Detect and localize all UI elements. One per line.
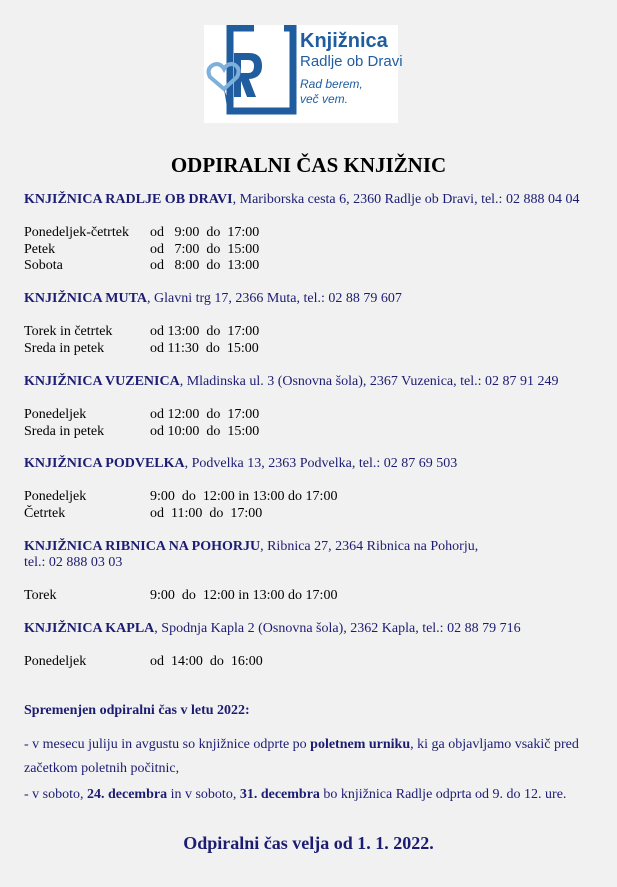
hours-row (24, 588, 337, 605)
hours-time: od 8:00 do 13:00 (150, 258, 260, 273)
hours-time: od 9:00 do 17:00 (150, 225, 260, 240)
hours-day: Torek in četrtek (24, 324, 113, 339)
hours-day: Ponedeljek-četrtek (24, 225, 129, 240)
hours-day: Ponedeljek (24, 654, 87, 669)
hours-time: od 11:00 do 17:00 (150, 505, 263, 521)
logo-name: Knjižnica (300, 30, 388, 52)
hours-day: Ponedeljek (24, 489, 87, 504)
library-address: , Podvelka 13, 2363 Podvelka, tel.: 02 87 69 503 (184, 456, 458, 471)
library-name: KNJIŽNICA PODVELKA (24, 456, 185, 471)
changes-text: , ki ga objavljamo vsakič pred (410, 737, 579, 752)
hours-day: Petek (24, 241, 56, 257)
library-address: , Glavni trg 17, 2366 Muta, tel.: 02 88 79 607 (147, 291, 402, 306)
hours-row (24, 341, 259, 358)
library-heading (24, 374, 559, 390)
hours-time: od 14:00 do 16:00 (150, 654, 263, 669)
hours-time: od 11:30 do 15:00 (150, 340, 259, 356)
library-name: KNJIŽNICA MUTA (24, 291, 148, 306)
hours-row (24, 242, 259, 259)
hours-row (24, 654, 263, 671)
changes-text: - v soboto, (24, 787, 87, 802)
library-heading (24, 291, 402, 307)
hours-row (24, 324, 259, 341)
validity-note: Odpiralni čas velja od 1. 1. 2022. (183, 833, 434, 853)
changes-text: in v soboto, (167, 787, 240, 802)
library-heading (24, 456, 457, 472)
hours-time: 9:00 do 12:00 in 13:00 do 17:00 (150, 489, 338, 504)
logo-subtitle: Radlje ob Dravi (300, 53, 403, 70)
hours-row (24, 424, 259, 441)
library-name: KNJIŽNICA VUZENICA (24, 374, 180, 389)
page-title: ODPIRALNI ČAS KNJIŽNIC (170, 153, 447, 177)
library-heading (24, 621, 521, 637)
hours-time: 9:00 do 12:00 in 13:00 do 17:00 (150, 588, 338, 603)
hours-time: od 10:00 do 15:00 (150, 423, 260, 439)
hours-row (24, 489, 337, 506)
logo-slogan-line-2: več vem. (300, 92, 349, 106)
changes-emphasis: poletnem urniku (310, 737, 411, 752)
changes-note-summer-cont: začetkom poletnih počitnic, (24, 761, 180, 776)
changes-text: - v mesecu juliju in avgustu so knjižnice odprte po (24, 737, 311, 752)
hours-time: od 7:00 do 15:00 (150, 241, 260, 257)
changes-heading: Spremenjen odpiralni čas v letu 2022: (24, 703, 250, 718)
library-heading (24, 192, 579, 208)
library-name: KNJIŽNICA RADLJE OB DRAVI (24, 192, 233, 207)
hours-day: Sreda in petek (24, 423, 105, 439)
library-name: KNJIŽNICA KAPLA (24, 621, 155, 636)
changes-text: bo knjižnica Radlje odprta od 9. do 12. ure. (319, 787, 567, 802)
hours-row (24, 258, 259, 275)
library-address: , Mariborska cesta 6, 2360 Radlje ob Dravi, tel.: 02 888 04 04 (232, 192, 580, 207)
library-address: , Ribnica 27, 2364 Ribnica na Pohorju, (260, 539, 479, 554)
hours-day: Torek (24, 588, 57, 603)
library-address: , Spodnja Kapla 2 (Osnovna šola), 2362 Kapla, tel.: 02 88 79 716 (154, 621, 521, 636)
changes-note-summer (24, 733, 604, 757)
hours-day: Četrtek (24, 505, 66, 521)
logo-slogan (300, 77, 363, 107)
library-logo (204, 25, 403, 123)
library-phone: tel.: 02 888 03 03 (24, 555, 123, 570)
hours-row (24, 225, 259, 242)
hours-row (24, 506, 262, 523)
hours-time: od 13:00 do 17:00 (150, 324, 260, 339)
hours-day: Sreda in petek (24, 340, 105, 356)
hours-day: Sobota (24, 258, 63, 273)
library-name: KNJIŽNICA RIBNICA NA POHORJU (24, 539, 261, 554)
changes-note-december (24, 783, 604, 807)
hours-row (24, 407, 259, 424)
changes-emphasis: 31. decembra (239, 787, 320, 802)
library-heading (24, 539, 478, 555)
library-address-line-2 (24, 555, 122, 571)
library-address: , Mladinska ul. 3 (Osnovna šola), 2367 Vuzenica, tel.: 02 87 91 249 (179, 374, 559, 389)
hours-time: od 12:00 do 17:00 (150, 407, 260, 422)
changes-emphasis: 24. decembra (87, 787, 168, 802)
logo-slogan-line-1: Rad berem, (300, 77, 363, 91)
hours-day: Ponedeljek (24, 407, 87, 422)
